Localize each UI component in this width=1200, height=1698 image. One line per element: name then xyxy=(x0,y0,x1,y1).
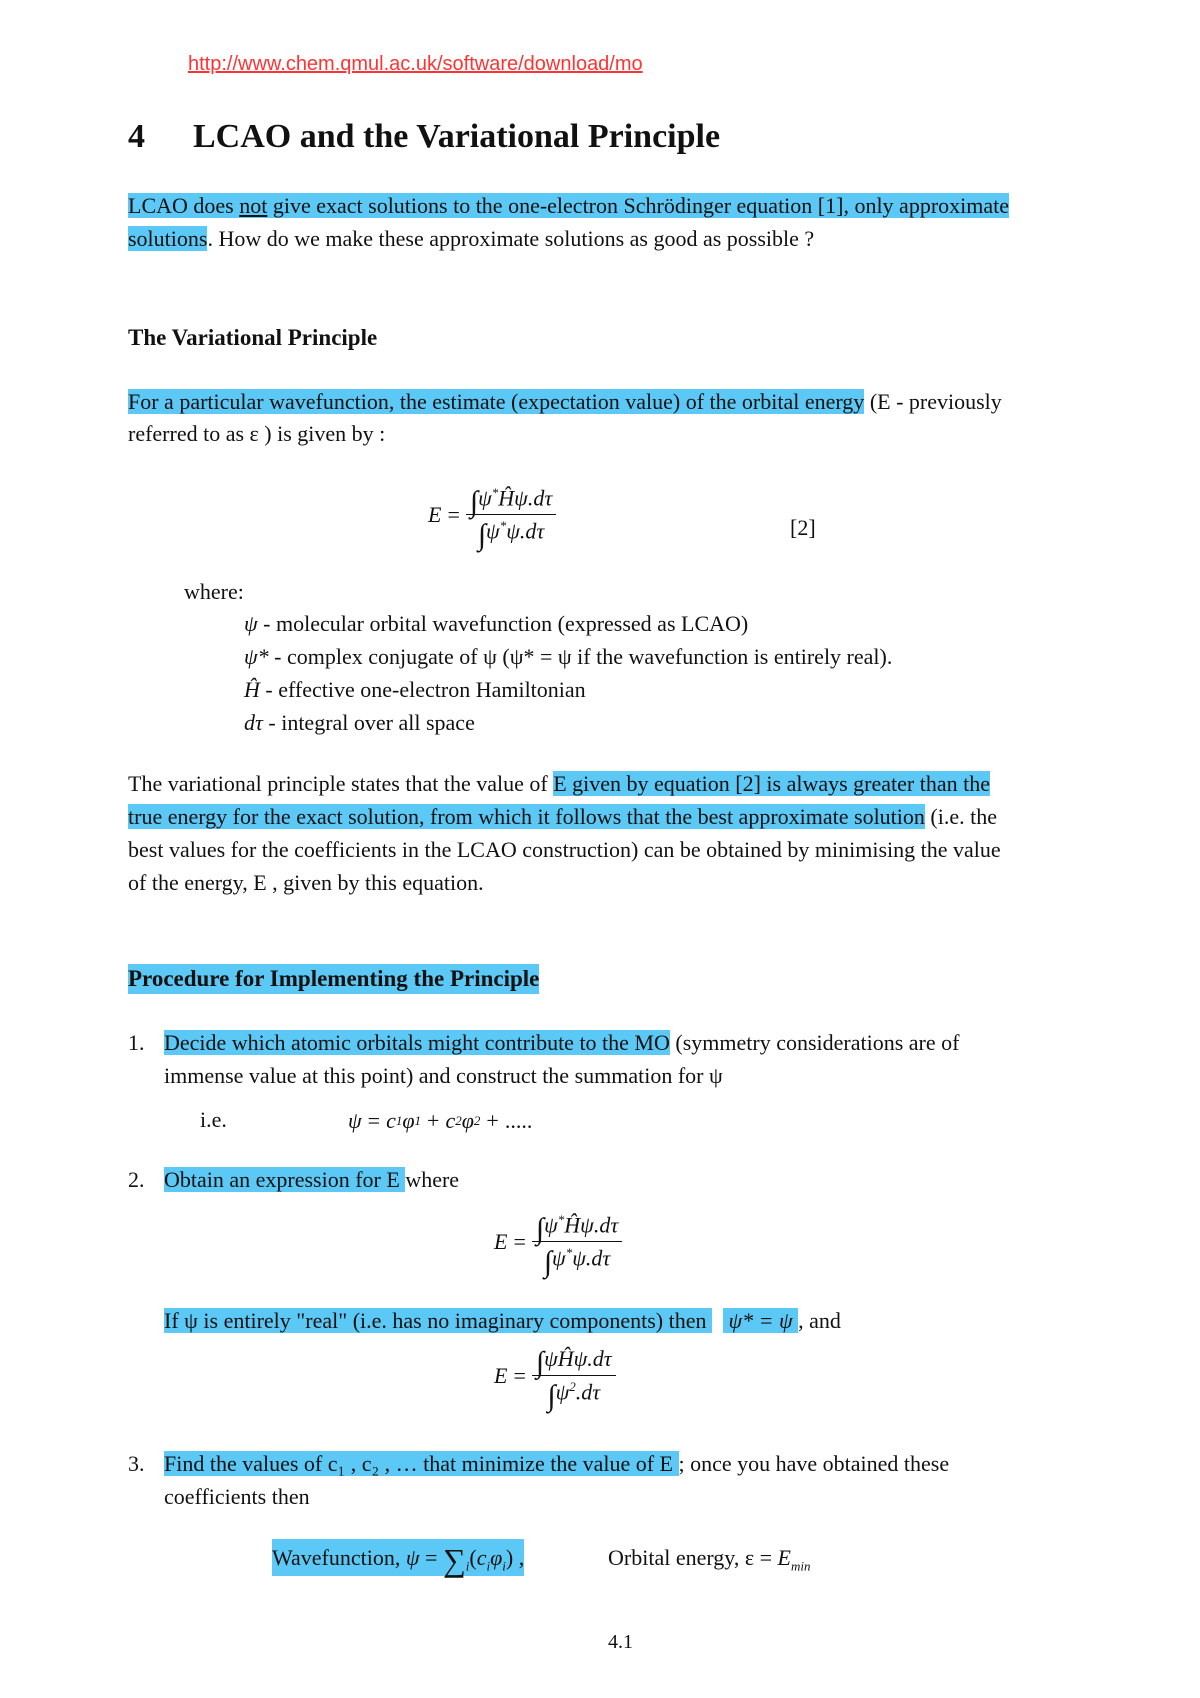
equation-label: [2] xyxy=(790,515,816,540)
step-1-number: 1. xyxy=(128,1030,145,1055)
step-2-line-1: Obtain an expression for E where xyxy=(164,1167,460,1192)
variational-line-1: For a particular wavefunction, the estimate (expectation value) of the orbital energy (E - previously xyxy=(128,389,1002,414)
def-dtau: dτ - integral over all space xyxy=(244,710,475,735)
page-number: 4.1 xyxy=(608,1631,633,1653)
def-psi: ψ - molecular orbital wavefunction (expressed as LCAO) xyxy=(244,611,749,636)
wavefunction-highlight: Wavefunction, $\psi = \sum_i(c_i\varphi_i)$ , xyxy=(272,1539,524,1576)
def-hamiltonian: Ĥ - effective one-electron Hamiltonian xyxy=(244,677,586,702)
section-title: LCAO and the Variational Principle xyxy=(193,118,721,155)
final-wavefunction xyxy=(272,1542,525,1578)
step-2-number: 2. xyxy=(128,1167,145,1192)
energy-equation-real: E = $\frac{\text{∫ψĤψ.dτ}}{\int\psi^2.d\tau}$ xyxy=(494,1346,616,1406)
principle-line-2: true energy for the exact solution, from which it follows that the best approximate solution (i.e. the xyxy=(128,804,998,829)
source-url[interactable]: http://www.chem.qmul.ac.uk/software/download/mo xyxy=(188,53,643,75)
energy-equation-complex: E = $\frac{\int\psi^*Ĥ\psi.d\tau}{\int\psi^*\psi.d\tau}$ xyxy=(494,1212,622,1273)
principle-line-4: of the energy, E , given by this equation. xyxy=(128,870,484,895)
where-label: where: xyxy=(184,579,244,604)
variational-line-2: referred to as ε ) is given by : xyxy=(128,421,386,446)
step-1-ie: i.e. xyxy=(200,1107,227,1132)
step-1-line-1: Decide which atomic orbitals might contribute to the MO (symmetry considerations are of xyxy=(164,1030,960,1055)
intro-line-1 xyxy=(128,194,1009,218)
variational-heading: The Variational Principle xyxy=(128,325,378,350)
final-orbital-energy: Orbital energy, $\varepsilon = E_{min}$ xyxy=(608,1545,811,1574)
def-psi-star: ψ* - complex conjugate of ψ (ψ* = ψ if the wavefunction is entirely real). xyxy=(244,644,893,669)
section-number: 4 xyxy=(128,118,145,155)
intro-line-2: solutions. How do we make these approximate solutions as good as possible ? xyxy=(128,226,815,251)
principle-line-3: best values for the coefficients in the LCAO construction) can be obtained by minimising the value xyxy=(128,837,1001,862)
step-1-line-2: immense value at this point) and construct the summation for ψ xyxy=(164,1063,723,1088)
step-2-real-condition: If ψ is entirely "real" (i.e. has no imaginary components) then ψ* = ψ , and xyxy=(164,1308,841,1333)
step-3-number: 3. xyxy=(128,1451,145,1476)
procedure-heading: Procedure for Implementing the Principle xyxy=(128,964,539,994)
lcao-expansion: ψ = c 1 φ 1 + c 2 φ 2 + ..... xyxy=(348,1108,533,1133)
energy-equation-2: E = $\frac{\int\psi^*Ĥ\psi.d\tau}{\int\psi^*\psi.d\tau}$ xyxy=(428,485,556,546)
section-heading xyxy=(128,117,720,157)
intro-highlight: LCAO does not give exact solutions to the one-electron Schrödinger equation [1], only approximate xyxy=(128,193,1010,218)
principle-line-1: The variational principle states that the value of E given by equation [2] is always greater than the xyxy=(128,771,990,796)
step-3-line-2: coefficients then xyxy=(164,1484,310,1509)
step-3-line-1: Find the values of c₁ , c₂ , … that minimize the value of E ; once you have obtained these xyxy=(164,1451,950,1476)
